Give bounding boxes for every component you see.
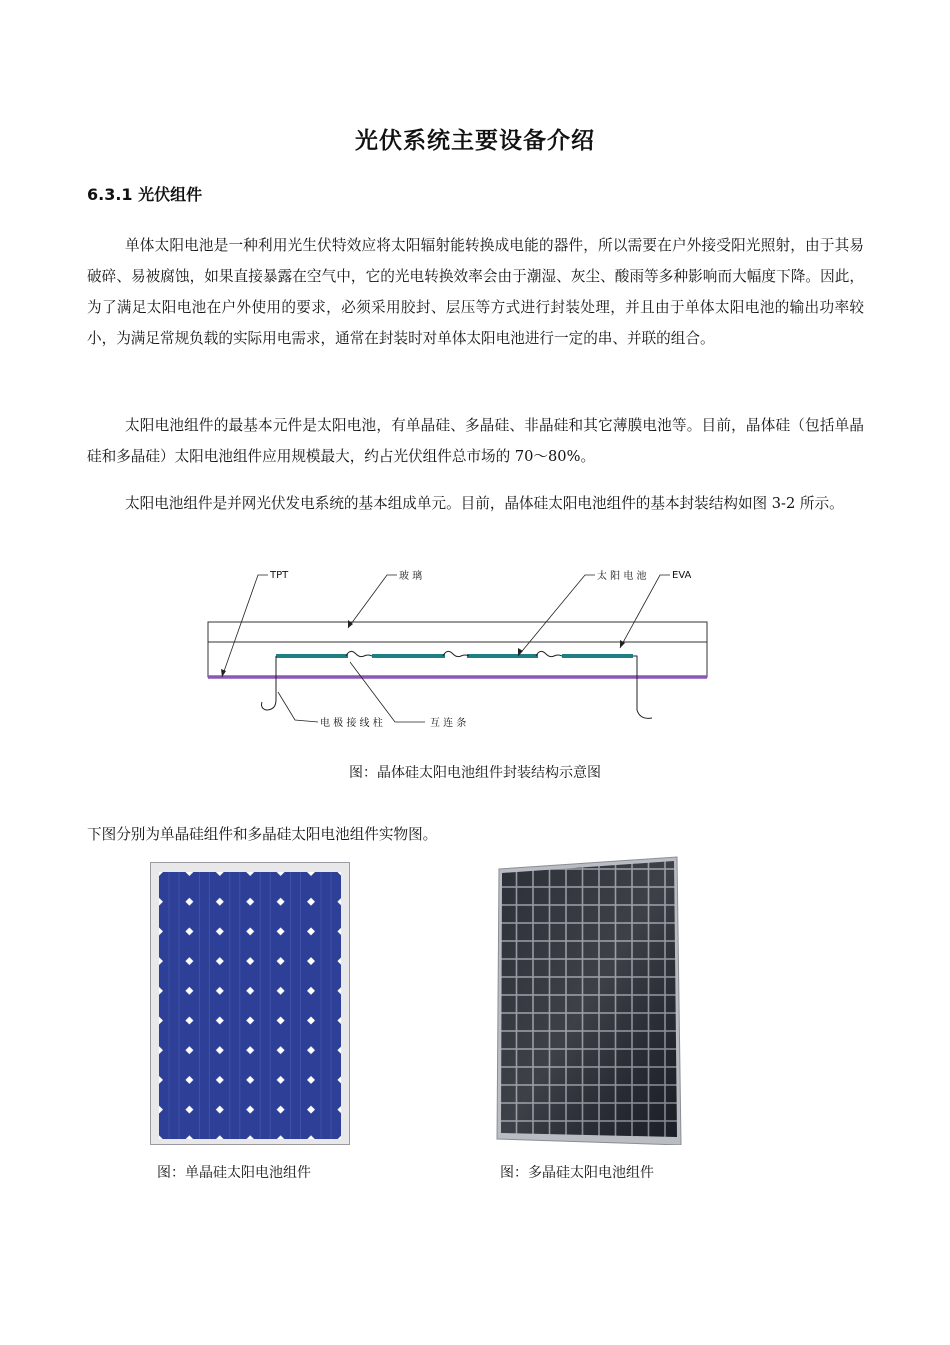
interconnect-2 [443,651,469,656]
label-glass: 玻 璃 [399,571,423,582]
mono-caption: 图：单晶硅太阳电池组件 [157,1165,311,1181]
diagram-caption: 图：晶体硅太阳电池组件封装结构示意图 [349,765,601,781]
label-interconnect: 互 连 条 [430,718,467,729]
terminal-leader [278,692,318,722]
paragraph-3: 太阳电池组件是并网光伏发电系统的基本组成单元。目前，晶体硅太阳电池组件的基本封装结构如图 3-2 所示。 [125,495,844,512]
terminal-right [633,656,652,718]
poly-sheen [501,861,677,1137]
cell-leader [518,575,595,656]
photos-intro: 下图分别为单晶硅组件和多晶硅太阳电池组件实物图。 [87,826,438,843]
module-frame [208,622,707,677]
paragraph-2: 太阳电池组件的最基本元件是太阳电池，有单晶硅、多晶硅、非晶硅和其它薄膜电池等。目前，晶体硅（包括单晶硅和多晶硅）太阳电池组件应用规模最大，约占光伏组件总市场的 70～80%。 [87,417,864,465]
label-solar-cell: 太 阳 电 池 [597,571,647,582]
interconnect-leader [350,662,425,722]
glass-arrow [348,620,353,628]
poly-caption: 图：多晶硅太阳电池组件 [500,1165,654,1181]
label-terminal: 电 极 接 线 柱 [320,718,383,729]
tpt-leader [222,575,268,677]
paragraph-1: 单体太阳电池是一种利用光生伏特效应将太阳辐射能转换成电能的器件，所以需要在户外接受阳光照射，由于其易破碎、易被腐蚀，如果直接暴露在空气中，它的光电转换效率会由于潮湿、灰尘、酸雨等多种影响而大幅度下降。因此，为了满足太阳电池在户外使用的要求，必须采用胶封、层压等方式进行封装处理，并且由于单体太阳电池的输出功率较小，为满足常规负载的实际用电需求，通常在封装时对单体太阳电池进行一定的串、并联的组合。 [87,237,864,347]
section-heading: 6.3.1 光伏组件 [87,185,203,204]
label-tpt: TPT [270,570,289,581]
eva-arrow [620,640,625,648]
glass-leader [348,575,397,628]
monocrystalline-module-image [150,862,350,1145]
mono-cell-grid [159,872,341,1139]
eva-leader [620,575,670,648]
terminal-left [262,656,277,710]
label-eva: EVA [672,570,692,581]
interconnect-1 [346,651,372,656]
page-title: 光伏系统主要设备介绍 [355,128,595,154]
polycrystalline-module-image [495,855,683,1145]
interconnect-3 [536,651,562,656]
encapsulation-diagram [200,560,720,740]
